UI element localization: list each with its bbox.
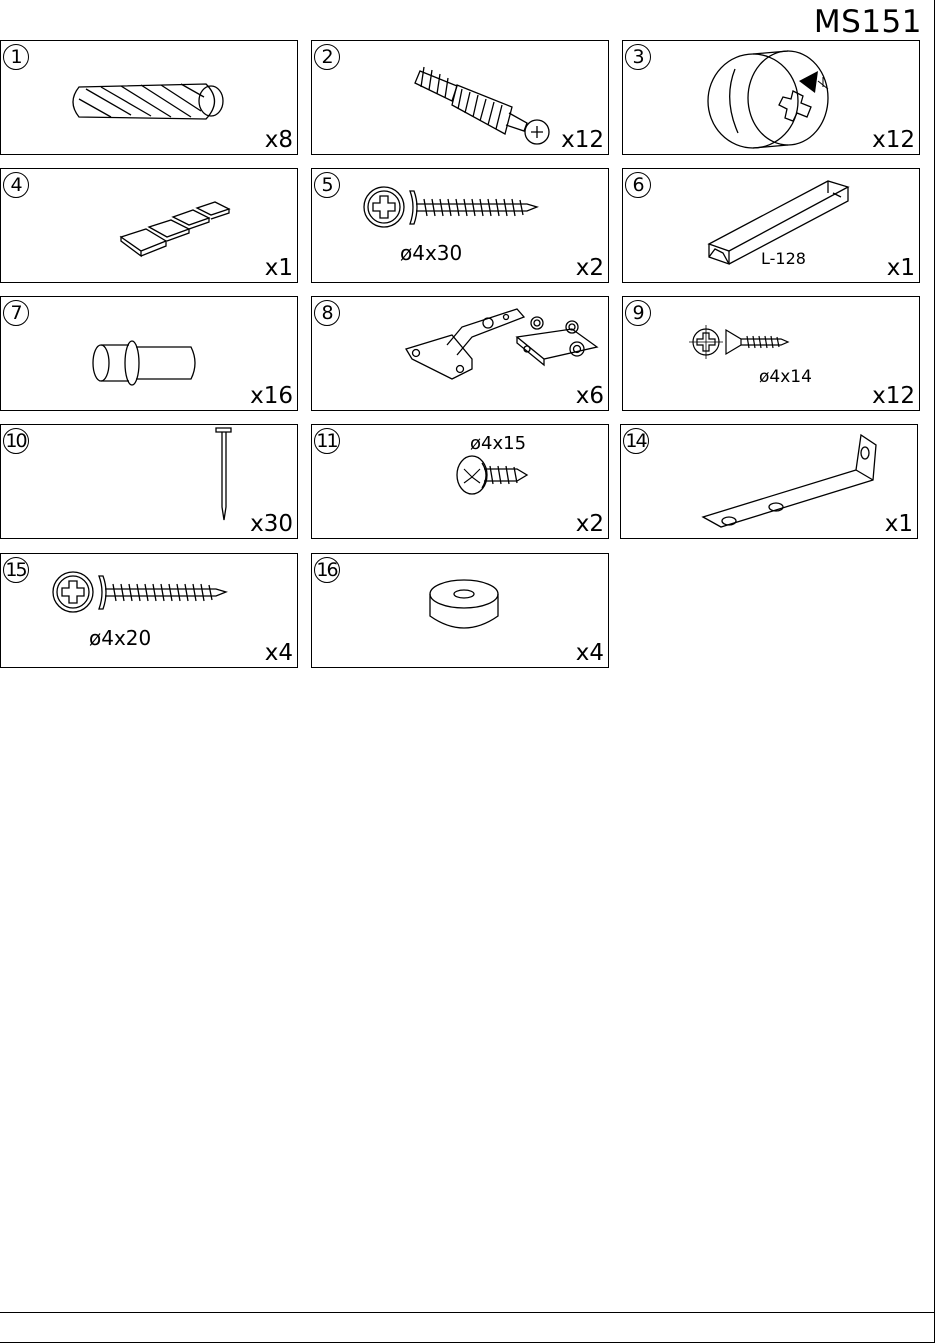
hinge-icon	[312, 297, 610, 412]
part-dimension: ø4x30	[400, 241, 463, 265]
part-cell-9	[622, 296, 920, 411]
part-number: 11	[314, 428, 340, 454]
part-cell-2	[311, 40, 609, 155]
part-number: 4	[3, 172, 29, 198]
part-cell-8	[311, 296, 609, 411]
part-cell-3	[622, 40, 920, 155]
part-quantity: x12	[872, 383, 915, 409]
part-number: 16	[314, 557, 340, 583]
model-number: MS151	[813, 4, 922, 40]
part-number: 1	[3, 44, 29, 70]
part-quantity: x2	[575, 255, 604, 281]
part-quantity: x1	[884, 511, 913, 537]
part-cell-5	[311, 168, 609, 283]
pan-head-screw-icon	[312, 425, 610, 540]
wafer-screw-icon	[312, 169, 610, 284]
part-dimension: ø4x15	[470, 433, 527, 454]
part-dimension: ø4x14	[759, 367, 812, 387]
angle-bracket-icon	[621, 425, 919, 540]
part-number: 3	[625, 44, 651, 70]
part-number: 6	[625, 172, 651, 198]
wafer-screw-icon	[1, 554, 299, 669]
shims-icon	[1, 169, 299, 284]
part-label: L-128	[761, 249, 806, 268]
part-number: 15	[3, 557, 29, 583]
part-quantity: x12	[561, 127, 604, 153]
part-quantity: x4	[264, 640, 293, 666]
part-quantity: x30	[250, 511, 293, 537]
part-number: 14	[623, 428, 649, 454]
part-cell-7	[0, 296, 298, 411]
part-quantity: x4	[575, 640, 604, 666]
part-cell-10	[0, 424, 298, 539]
part-number: 9	[625, 300, 651, 326]
part-number: 2	[314, 44, 340, 70]
part-number: 7	[3, 300, 29, 326]
part-number: 10	[3, 428, 29, 454]
part-cell-4	[0, 168, 298, 283]
part-quantity: x1	[264, 255, 293, 281]
part-number: 5	[314, 172, 340, 198]
felt-pad-icon	[312, 554, 610, 669]
part-cell-16	[311, 553, 609, 668]
part-cell-1	[0, 40, 298, 155]
part-quantity: x16	[250, 383, 293, 409]
part-dimension: ø4x20	[89, 626, 152, 650]
part-quantity: x12	[872, 127, 915, 153]
part-cell-6	[622, 168, 920, 283]
part-quantity: x6	[575, 383, 604, 409]
part-number: 8	[314, 300, 340, 326]
part-cell-11	[311, 424, 609, 539]
footer-divider	[0, 1312, 935, 1313]
part-cell-14	[620, 424, 918, 539]
part-quantity: x1	[886, 255, 915, 281]
wooden-dowel-icon	[1, 41, 299, 156]
part-quantity: x2	[575, 511, 604, 537]
part-cell-15	[0, 553, 298, 668]
part-quantity: x8	[264, 127, 293, 153]
